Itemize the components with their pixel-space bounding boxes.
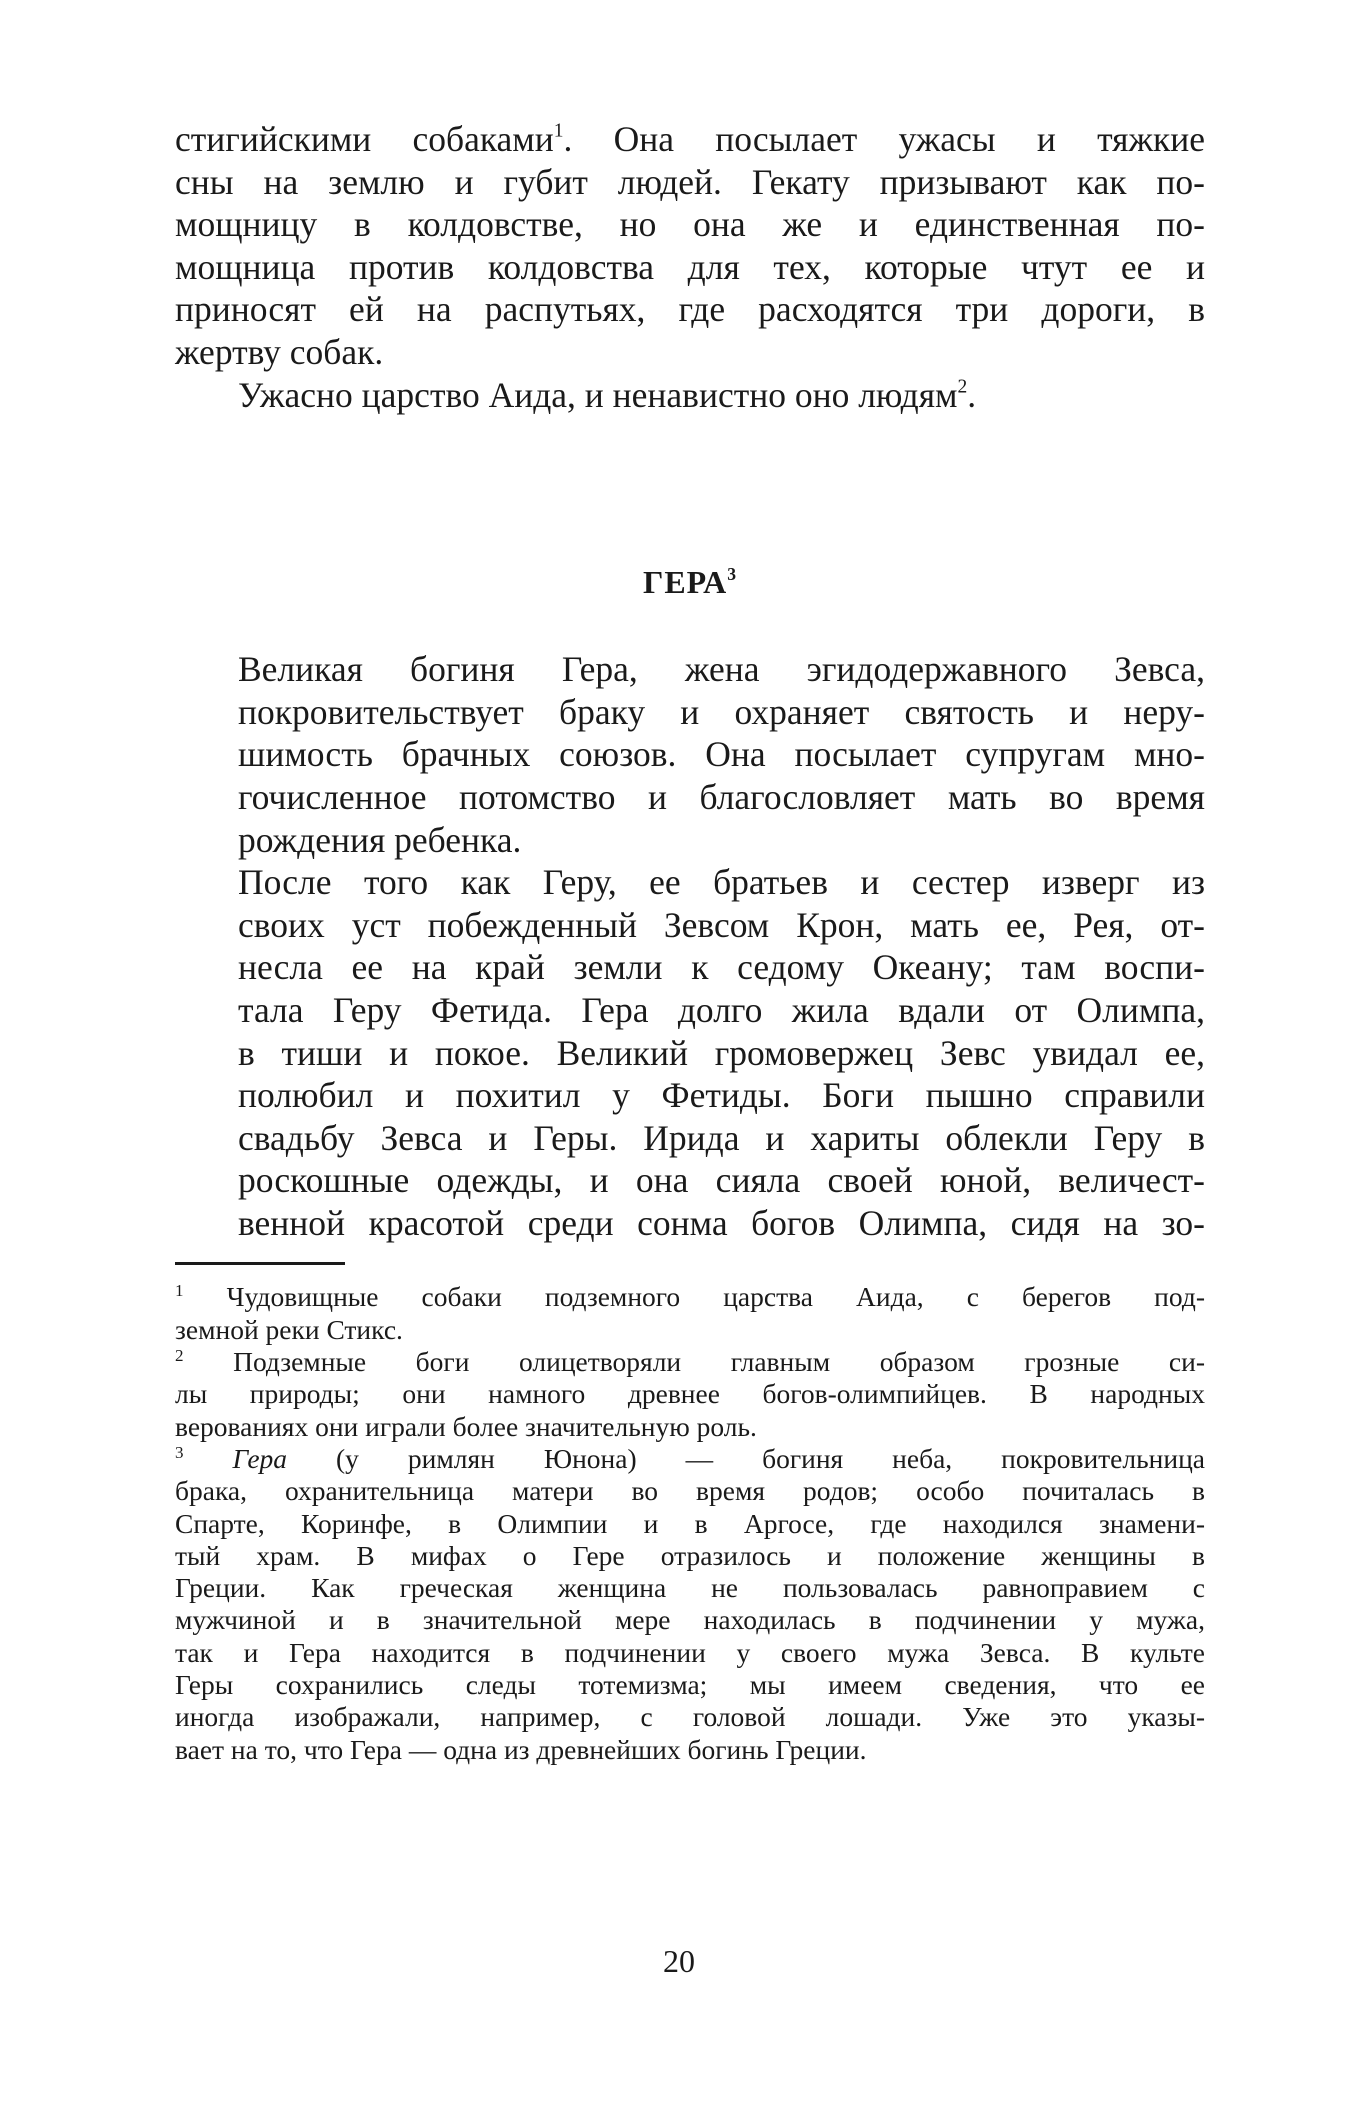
text-line: брака, охранительница матери во время родов; особо почиталась в: [175, 1475, 1205, 1507]
text-line: сны на землю и губит людей. Гекату призывают как по-: [175, 161, 1205, 202]
paragraph-hades-kingdom: [175, 374, 1205, 417]
footnote-number: 2: [175, 1345, 184, 1365]
text-line: свадьбу Зевса и Геры. Ирида и хариты облекли Геру в: [238, 1117, 1205, 1158]
text-line: $^3$ Гера (у римлян Юнона) — богиня неба, покровительница: [175, 1442, 1206, 1474]
text-line: Спарте, Коринфе, в Олимпии и в Аргосе, где находился знамени-: [175, 1507, 1205, 1539]
text-line: стигийскими собаками$^1$. Она посылает ужасы и тяжкие: [175, 119, 1206, 159]
text-line: мощницу в колдовстве, но она же и единственная по-: [175, 204, 1205, 245]
footnote-2: [175, 1346, 1205, 1443]
text-line: Ужасно царство Аида, и ненавистно оно людям$^2$.: [238, 374, 977, 415]
text-line: земной реки Стикс.: [175, 1313, 403, 1345]
text-line: Великая богиня Гера, жена эгидодержавного Зевса,: [238, 649, 1205, 690]
paragraph-hecate-end: [175, 118, 1205, 374]
text-line: иногда изображали, например, с головой лошади. Уже это указы-: [175, 1701, 1205, 1733]
text-line: приносят ей на распутьях, где расходятся три дороги, в: [175, 289, 1205, 330]
text-line: так и Гера находится в подчинении у своего мужа Зевса. В культе: [175, 1636, 1205, 1668]
text-line: вает на то, что Гера — одна из древнейших богинь Греции.: [175, 1733, 867, 1765]
text-line: мощница против колдовства для тех, которые чтут ее и: [175, 246, 1205, 287]
text-line: рождения ребенка.: [238, 819, 522, 860]
text-line: покровительствует браку и охраняет святость и неру-: [238, 691, 1205, 732]
page-number: 20: [663, 1943, 695, 1979]
text-line: гочисленное потомство и благословляет мать во время: [238, 776, 1205, 817]
text-line: тала Геру Фетида. Гера долго жила вдали от Олимпа,: [238, 989, 1205, 1030]
footnote-ref-3[interactable]: 3: [727, 563, 738, 584]
footnote-ref-2[interactable]: 2: [957, 375, 968, 397]
footnote-term: Гера: [232, 1442, 288, 1474]
footnote-separator: [175, 1262, 345, 1265]
footnote-1: [175, 1281, 1205, 1346]
text-line: Геры сохранились следы тотемизма; мы имеем сведения, что ее: [175, 1669, 1205, 1701]
text-line: в тиши и покое. Великий громовержец Зевс увидал ее,: [238, 1032, 1205, 1073]
paragraph-hera-intro: [175, 648, 1205, 861]
footnote-ref-1[interactable]: 1: [553, 120, 564, 142]
section-title-hera: ГЕРА$^3$: [642, 563, 738, 601]
footnote-number: 1: [175, 1281, 184, 1301]
text-line: После того как Геру, ее братьев и сестер изверг из: [238, 862, 1205, 903]
text-line: верованиях они играли более значительную роль.: [175, 1410, 757, 1442]
paragraph-hera-story: [175, 861, 1205, 1244]
text-line: своих уст побежденный Зевсом Крон, мать ее, Рея, от-: [238, 904, 1205, 945]
text-line: $^1$ Чудовищные собаки подземного царства Аида, с берегов под-: [175, 1281, 1205, 1313]
text-line: полюбил и похитил у Фетиды. Боги пышно справили: [238, 1075, 1205, 1116]
text-line: роскошные одежды, и она сияла своей юной, величест-: [238, 1160, 1205, 1201]
text-line: Греции. Как греческая женщина не пользовалась равноправием с: [175, 1572, 1205, 1604]
text-line: $^2$ Подземные боги олицетворяли главным образом грозные си-: [175, 1345, 1205, 1378]
text-line: несла ее на край земли к седому Океану; там воспи-: [238, 947, 1205, 988]
text-line: шимость брачных союзов. Она посылает супругам мно-: [238, 734, 1205, 775]
text-line: лы природы; они намного древнее богов-олимпийцев. В народных: [175, 1378, 1205, 1410]
text-line: жертву собак.: [175, 331, 384, 372]
footnote-3: [175, 1443, 1205, 1766]
text-line: мужчиной и в значительной мере находилась в подчинении у мужа,: [175, 1604, 1205, 1636]
footnote-number: 3: [175, 1442, 184, 1462]
text-line: венной красотой среди сонма богов Олимпа, сидя на зо-: [238, 1202, 1205, 1243]
text-line: тый храм. В мифах о Гере отразилось и положение женщины в: [175, 1539, 1205, 1571]
page-content: [175, 118, 1205, 1766]
